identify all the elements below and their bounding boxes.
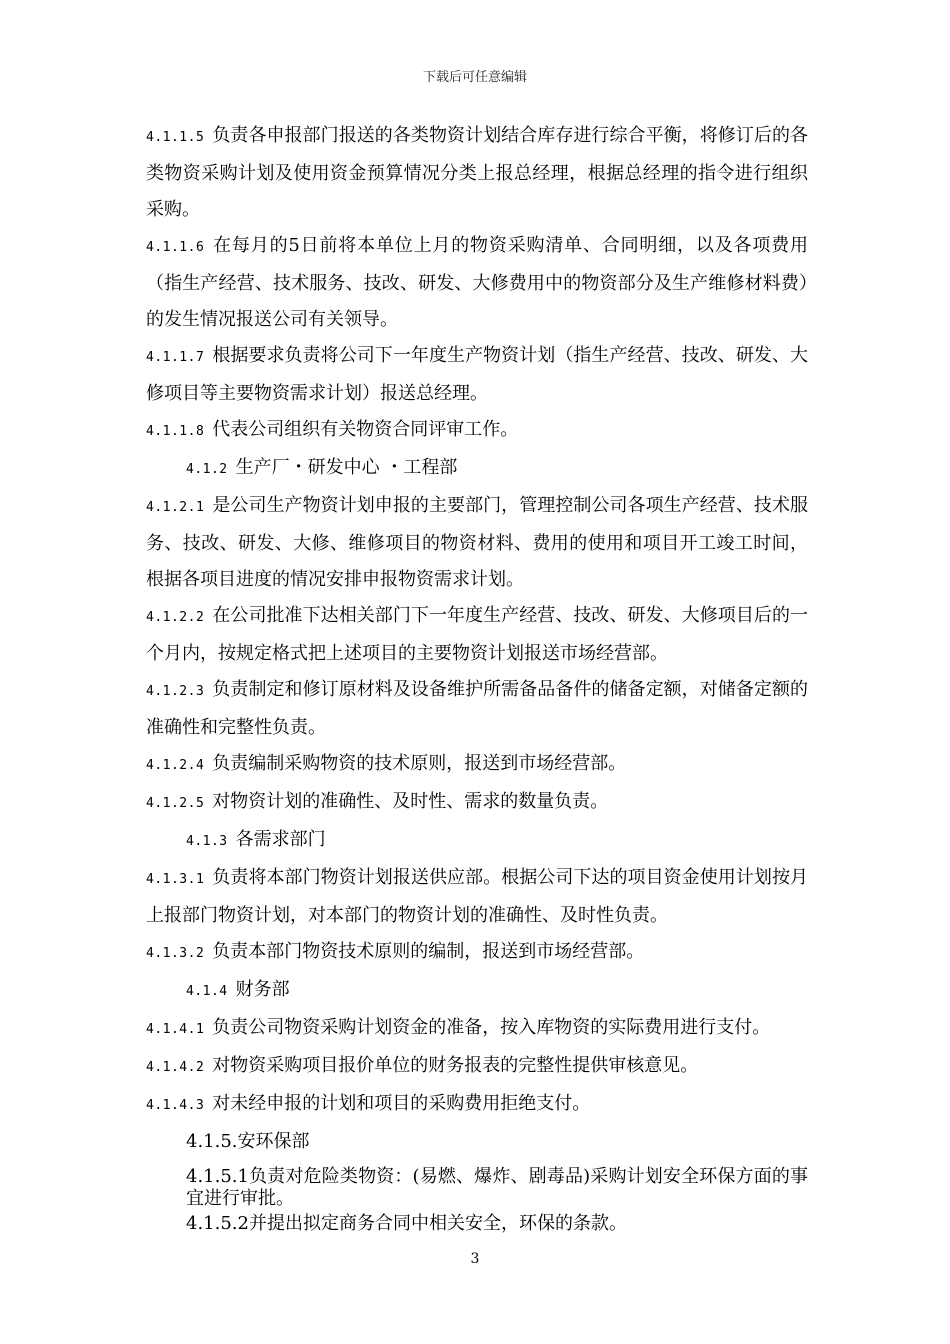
section-heading-4-1-5: 4.1.5.安环保部 xyxy=(186,1131,310,1152)
paragraph-4-1-3-2: 4.1.3.2 负责本部门物资技术原则的编制，报送到市场经营部。 xyxy=(146,941,645,962)
paragraph-4-1-4-1: 4.1.4.1 负责公司物资采购计划资金的准备，按入库物资的实际费用进行支付。 xyxy=(146,1017,771,1038)
document-body xyxy=(146,118,808,1236)
section-heading-4-1-3: 4.1.3 各需求部门 xyxy=(186,829,326,850)
paragraph-4-1-5-1: 4.1.5.1负责对危险类物资：(易燃、爆炸、剧毒品)采购计划安全环保方面的事宜进行审批。 xyxy=(186,1166,808,1209)
paragraph-4-1-1-8: 4.1.1.8 代表公司组织有关物资合同评审工作。 xyxy=(146,419,519,440)
paragraph-4-1-2-1: 4.1.2.1 是公司生产物资计划申报的主要部门，管理控制公司各项生产经营、技术服务、技改、研发、大修、维修项目的物资材料、费用的使用和项目开工竣工时间，根据各项目进度的情况安排申报物资需求计划。 xyxy=(146,495,808,590)
section-heading-4-1-4: 4.1.4 财务部 xyxy=(186,979,290,1000)
paragraph-4-1-2-2: 4.1.2.2 在公司批准下达相关部门下一年度生产经营、技改、研发、大修项目后的一个月内，按规定格式把上述项目的主要物资计划报送市场经营部。 xyxy=(146,605,808,664)
paragraph-4-1-4-2: 4.1.4.2 对物资采购项目报价单位的财务报表的完整性提供审核意见。 xyxy=(146,1055,699,1076)
paragraph-4-1-1-7: 4.1.1.7 根据要求负责将公司下一年度生产物资计划（指生产经营、技改、研发、大修项目等主要物资需求计划）报送总经理。 xyxy=(146,345,808,404)
page-header: 下载后可任意编辑 xyxy=(422,70,527,85)
paragraph-4-1-2-3: 4.1.2.3 负责制定和修订原材料及设备维护所需备品备件的储备定额，对储备定额的准确性和完整性负责。 xyxy=(146,679,808,738)
paragraph-4-1-3-1: 4.1.3.1 负责将本部门物资计划报送供应部。根据公司下达的项目资金使用计划按月上报部门物资计划，对本部门的物资计划的准确性、及时性负责。 xyxy=(146,867,808,926)
paragraph-4-1-4-3: 4.1.4.3 对未经申报的计划和项目的采购费用拒绝支付。 xyxy=(146,1093,591,1114)
section-heading-4-1-2: 4.1.2 生产厂・研发中心 ・工程部 xyxy=(186,457,458,478)
paragraph-4-1-1-5: 4.1.1.5 负责各申报部门报送的各类物资计划结合库存进行综合平衡，将修订后的各类物资采购计划及使用资金预算情况分类上报总经理，根据总经理的指令进行组织采购。 xyxy=(146,125,808,220)
paragraph-4-1-5-2: 4.1.5.2并提出拟定商务合同中相关安全，环保的条款。 xyxy=(186,1213,627,1234)
paragraph-4-1-2-5: 4.1.2.5 对物资计划的准确性、及时性、需求的数量负责。 xyxy=(146,791,609,812)
paragraph-4-1-1-6: 4.1.1.6 在每月的5日前将本单位上月的物资采购清单、合同明细，以及各项费用（指生产经营、技术服务、技改、研发、大修费用中的物资部分及生产维修材料费）的发生情况报送公司有关领导。 xyxy=(146,235,808,330)
page-number: 3 xyxy=(470,1251,480,1267)
paragraph-4-1-2-4: 4.1.2.4 负责编制采购物资的技术原则，报送到市场经营部。 xyxy=(146,753,627,774)
